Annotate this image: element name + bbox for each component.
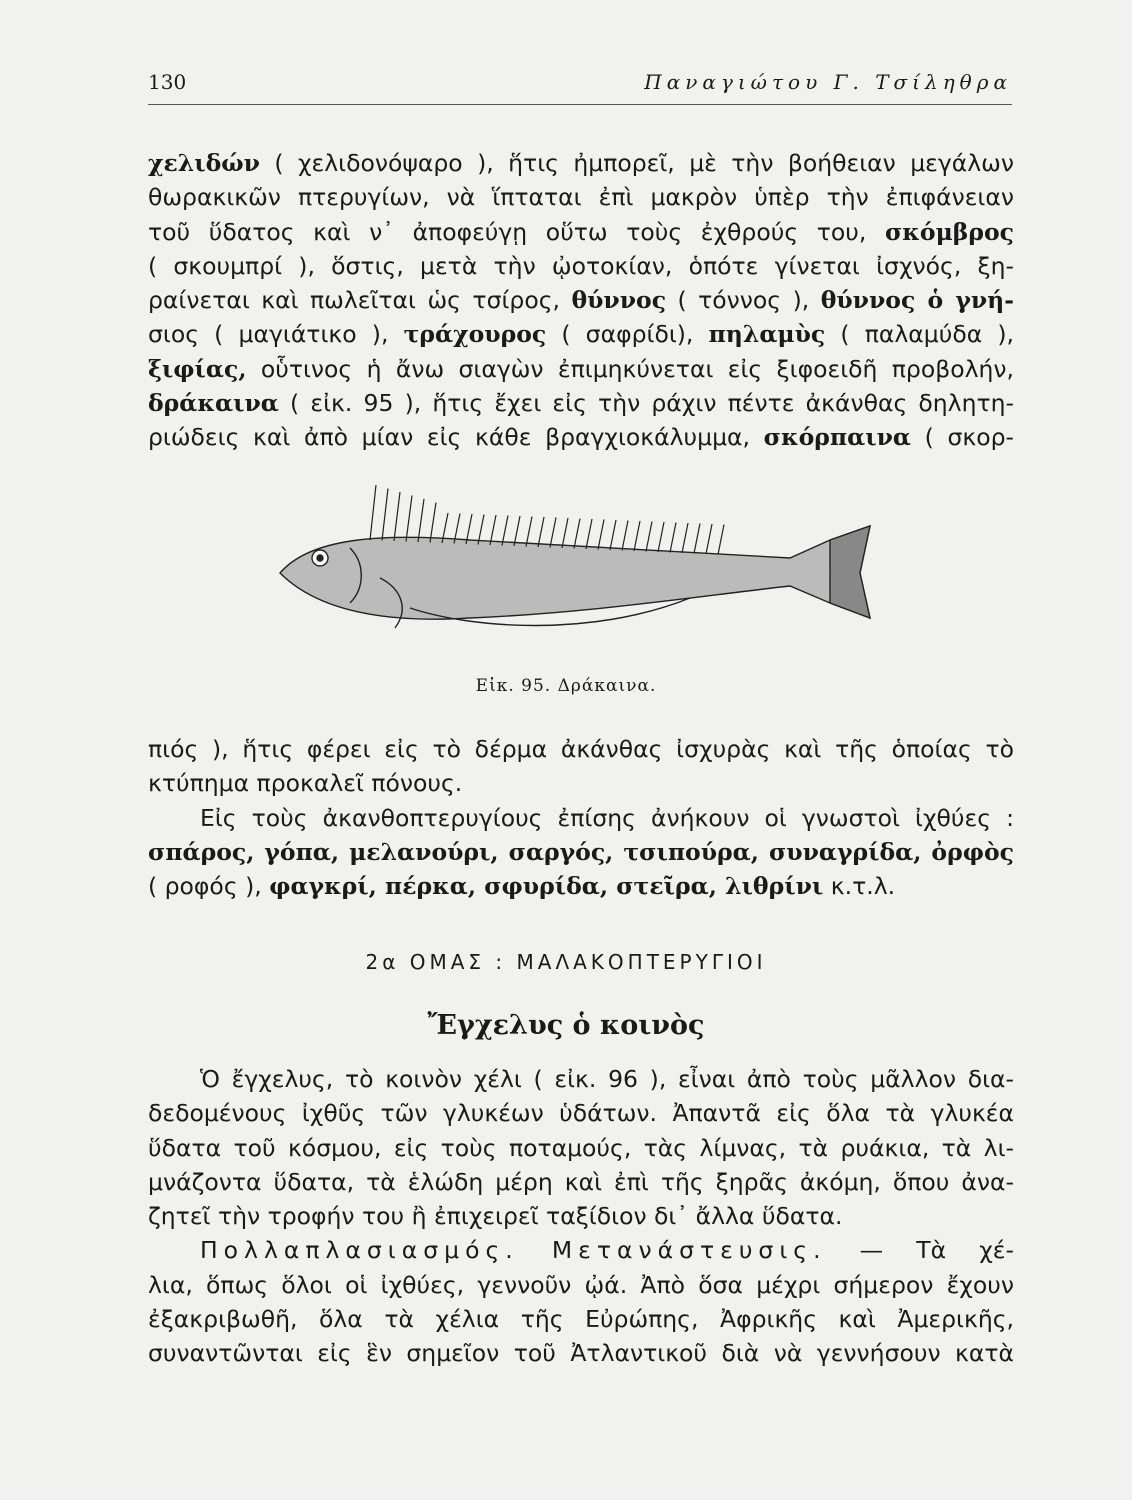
text-line [148,317,1014,351]
text-run: ὕδατα τοῦ κόσμου, εἰς τοὺς ποταμούς, τὰς λίμνας, τὰ ρυάκια, τὰ λι- [148,1133,1014,1162]
bold-term: σπάρος, γόπα, μελανούρι, σαργός, τσιπούρα, συναγρίδα, ὀρφὸς [148,837,1014,866]
fin-spine [382,489,388,541]
fin-spine [406,496,412,542]
fin-spine [514,516,520,546]
fin-spine [706,524,712,554]
paragraph-1 [148,146,1014,455]
text-run [519,1236,552,1264]
text-line [148,1302,1014,1336]
fin-spine [610,520,616,550]
text-line [148,1096,1014,1130]
text-run: ( ροφός ), [148,872,270,901]
bold-term: τράχουρος [403,320,547,349]
text-run: τοῦ ὕδατος καὶ ν᾽ ἀποφεύγῃ οὕτω τοὺς ἐχθρούς του, [148,217,885,246]
text-run: θωρακικῶν πτερυγίων, νὰ ἵπταται ἐπὶ μακρὸν ὑπὲρ τὴν ἐπιφάνειαν [148,183,1014,212]
text-run: ( σαφρίδι), [546,320,709,349]
text-run: ( σκουμπρί ), ὅστις, μετὰ τὴν ᾠοτοκίαν, ὁπότε γίνεται ἰσχνός, ξη- [148,251,1014,280]
fin-spine [490,515,496,545]
text-line [148,1336,1014,1370]
fin-spine [562,518,568,548]
text-line [148,283,1014,317]
text-line [148,835,1014,869]
fin-spine [658,522,664,552]
text-run: ( εἰκ. 95 ), ἥτις ἔχει εἰς τὴν ράχιν πέντε ἀκάνθας δηλητη- [278,389,1014,418]
fin-spine [670,523,676,553]
figure-caption: Εἰκ. 95. Δράκαινα. [475,676,657,696]
text-line [148,215,1014,249]
fin-spine [550,518,556,548]
text-line [148,1062,1014,1096]
paragraph-2 [148,732,1014,903]
bold-term: σκόμβρος [884,217,1014,246]
fin-spine [682,523,688,553]
running-header-author: Παναγιώτου Γ. Τσίληθρα [644,70,1012,94]
fin-spine [694,524,700,554]
fish-illustration-icon [270,478,880,658]
text-line [148,1233,1014,1267]
fin-spine [430,503,436,543]
fin-spine [634,521,640,551]
text-run: — Τὰ χέ- [826,1236,1014,1265]
text-run: πιός ), ἥτις φέρει εἰς τὸ δέρμα ἀκάνθας ἰσχυρὰς καὶ τῆς ὁποίας τὸ [148,735,1014,763]
text-run: Εἰς τοὺς ἀκανθοπτερυγίους ἐπίσης ἀνήκουν οἱ γνωστοὶ ἰχθύες : [200,803,1014,832]
text-run: δεδομένους ἰχθῦς τῶν γλυκέων ὑδάτων. Ἀπαντᾶ εἰς ὅλα τὰ γλυκέα [148,1099,1014,1128]
text-run: σιος ( μαγιάτικο ), [148,320,404,349]
bold-term: χελιδών [148,149,260,177]
text-run: ζητεῖ τὴν τροφήν του ἢ ἐπιχειρεῖ ταξίδιον δι᾽ ἄλλα ὕδατα. [148,1202,843,1231]
text-run: κτύπημα προκαλεῖ πόνους. [148,769,463,798]
page-number: 130 [148,70,187,94]
article-title: Ἔγχελυς ὁ κοινὸς [427,1010,705,1041]
text-run: συναντῶνται εἰς ἓν σημεῖον τοῦ Ἀτλαντικοῦ διὰ νὰ γεννήσουν κατὰ [148,1339,1014,1368]
bold-term: θύννος [571,286,667,315]
text-line [148,732,1014,766]
fin-spine [418,499,424,542]
fin-spine [526,517,532,547]
text-run: Πολλαπλασιασμός. [200,1236,519,1265]
text-run: ἐξακριβωθῆ, ὅλα τὰ χέλια τῆς Εὐρώπης, Ἀφρικῆς καὶ Ἀμερικῆς, [148,1305,1014,1334]
fin-spine [502,516,508,546]
text-line [148,1165,1014,1199]
text-line [148,352,1014,386]
fin-spine [394,492,400,541]
text-run: ραίνεται καὶ πωλεῖται ὡς τσίρος, [148,286,572,315]
text-line [148,1268,1014,1302]
text-line [148,386,1014,420]
fin-spine [622,521,628,551]
fin-spine [646,522,652,552]
text-run: Μετανάστευσις. [551,1236,827,1265]
fin-spine [370,485,376,540]
text-line [148,766,1014,800]
bold-term: φαγκρί, πέρκα, σφυρίδα, στεῖρα, λιθρίνι [269,872,824,901]
section-heading: 2α ΟΜΑΣ : ΜΑΛΑΚΟΠΤΕΡΥΓΙΟΙ [365,950,767,974]
text-line [148,180,1014,214]
text-line [148,420,1014,454]
fin-spine [718,525,724,555]
text-line [148,869,1014,903]
text-run: λια, ὅπως ὅλοι οἱ ἰχθύες, γεννοῦν ᾠά. Ἀπὸ ὅσα μέχρι σήμερον ἔχουν [148,1270,1014,1299]
text-run: μνάζοντα ὕδατα, τὰ ἑλώδη μέρη καὶ ἐπὶ τῆς ξηρᾶς ἀκόμη, ὅπου ἀνα- [148,1167,1014,1196]
fin-spine [598,520,604,550]
text-line [148,146,1014,180]
bold-term: ξιφίας, [148,354,247,383]
bold-term: θύννος ὁ γνή- [820,286,1014,315]
bold-term: σκόρπαινα [763,423,911,452]
running-header [148,66,1012,96]
text-run: κ.τ.λ. [823,872,896,901]
text-run: ( τόννος ), [666,286,821,315]
fin-spine [574,519,580,549]
bold-term: δράκαινα [148,389,279,418]
text-run: οὗτινος ἡ ἄνω σιαγὼν ἐπιμηκύνεται εἰς ξιφοειδῆ προβολήν, [246,354,1014,383]
text-line [148,801,1014,835]
fin-spine [538,517,544,547]
text-line [148,1131,1014,1165]
text-line [148,1199,1014,1233]
text-run: ( παλαμύδα ), [825,320,1015,349]
text-run: ( σκορ- [910,423,1014,452]
bold-term: πηλαμὺς [708,320,826,349]
paragraph-3 [148,1062,1014,1371]
text-line [148,249,1014,283]
header-rule [148,104,1012,105]
fin-spine [586,519,592,549]
text-run: ριώδεις καὶ ἀπὸ μίαν εἰς κάθε βραγχιοκάλυμμα, [148,423,764,452]
text-run: ( χελιδονόψαρο ), ἥτις ἠμπορεῖ, μὲ τὴν βοήθειαν μεγάλων [259,149,1014,177]
text-run: Ὁ ἔγχελυς, τὸ κοινὸν χέλι ( εἰκ. 96 ), εἶναι ἀπὸ τοὺς μᾶλλον δια- [200,1065,1014,1093]
